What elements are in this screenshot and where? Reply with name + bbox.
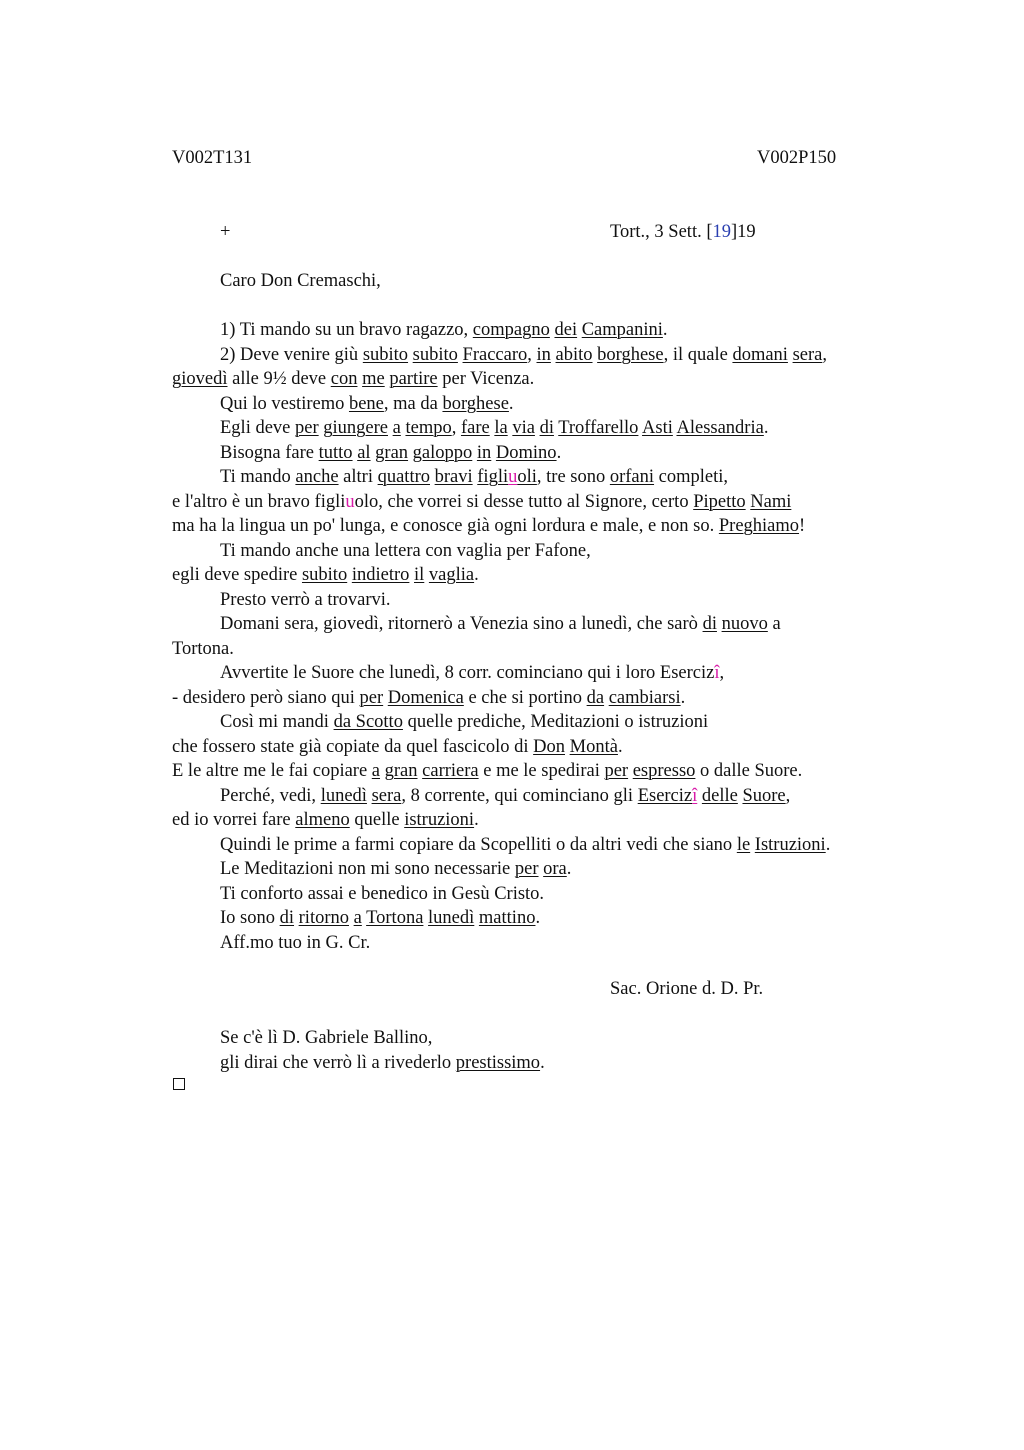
underlined-word: domani bbox=[732, 344, 788, 365]
text-segment: e che si portino bbox=[463, 687, 587, 708]
underlined-word: di bbox=[279, 908, 295, 928]
body-line bbox=[172, 882, 912, 907]
body-line bbox=[172, 465, 912, 490]
body-line bbox=[172, 539, 912, 564]
text-segment: , 8 corrente, qui cominciano gli bbox=[401, 785, 638, 806]
letter-date bbox=[610, 220, 756, 244]
underlined-word: da bbox=[586, 687, 605, 708]
body-line bbox=[172, 588, 912, 613]
underlined-word: tutto bbox=[318, 442, 353, 463]
body-line bbox=[172, 808, 912, 833]
underlined-word: Fraccaro bbox=[462, 344, 528, 365]
underlined-word: Istruzioni bbox=[754, 834, 826, 855]
underlined-word: Nami bbox=[750, 491, 792, 512]
underlined-word: Domino bbox=[495, 442, 557, 463]
underlined-word: delle bbox=[701, 785, 738, 806]
underlined-word: sera bbox=[792, 344, 823, 365]
text-segment: u bbox=[345, 491, 355, 512]
text-segment: completi, bbox=[654, 467, 729, 487]
text-segment: Perché, vedi, bbox=[220, 785, 321, 806]
underlined-word: tempo bbox=[405, 418, 452, 438]
text-segment: egli deve spedire bbox=[172, 565, 302, 585]
salutation: Caro Don Cremaschi, bbox=[220, 271, 381, 291]
text-segment: quelle bbox=[349, 810, 405, 830]
body-line bbox=[172, 759, 912, 784]
document-code-right: V002P150 bbox=[757, 148, 837, 168]
underlined-word: partire bbox=[389, 369, 438, 389]
underlined-word: î bbox=[692, 785, 698, 806]
text-segment: E le altre me le fai copiare bbox=[172, 761, 372, 781]
letter-body bbox=[172, 318, 912, 955]
underlined-word: a bbox=[371, 761, 381, 781]
text-segment: che fossero state già copiate da quel fascicolo di bbox=[172, 736, 534, 757]
text-segment: altri bbox=[338, 467, 378, 487]
text-segment: - desidero però siano qui bbox=[172, 687, 360, 708]
underlined-word: borghese bbox=[597, 344, 664, 365]
underlined-word: da Scotto bbox=[333, 712, 403, 732]
body-line bbox=[172, 563, 912, 588]
text-segment: Avvertite le Suore che lunedì, 8 corr. cominciano qui i loro Eserciz bbox=[220, 663, 715, 683]
text-segment: , bbox=[527, 344, 537, 365]
underlined-word: istruzioni bbox=[404, 810, 475, 830]
underlined-word: lunedì bbox=[428, 908, 475, 928]
signature: Sac. Orione d. D. Pr. bbox=[610, 979, 764, 999]
text-segment: . bbox=[662, 320, 668, 340]
body-line bbox=[172, 392, 912, 417]
date-year-editorial: 19 bbox=[712, 222, 731, 242]
underlined-word: in bbox=[536, 344, 551, 365]
underlined-word: anche bbox=[295, 467, 339, 487]
postscript-underlined-word: prestissimo bbox=[455, 1053, 541, 1073]
text-segment: Aff.mo tuo in G. Cr. bbox=[220, 932, 371, 953]
text-segment: e me le spedirai bbox=[478, 761, 605, 781]
text-segment: 1) Ti mando su un bravo ragazzo, bbox=[220, 320, 473, 340]
underlined-word: a bbox=[392, 418, 401, 438]
body-line bbox=[172, 637, 912, 662]
underlined-word: giovedì bbox=[172, 369, 228, 389]
body-line bbox=[172, 857, 912, 882]
underlined-word: Campanini bbox=[581, 320, 663, 340]
underlined-word: cambiarsi bbox=[608, 687, 681, 708]
text-segment: e l'altro è un bravo figli bbox=[172, 491, 346, 512]
text-segment: Ti mando anche una lettera con vaglia per Fafone, bbox=[220, 540, 591, 561]
text-segment: Qui lo vestiremo bbox=[220, 393, 349, 414]
underlined-word: nuovo bbox=[721, 614, 768, 634]
underlined-word: Preghiamo bbox=[718, 516, 800, 536]
underlined-word: Montà bbox=[569, 736, 618, 757]
text-segment: . bbox=[566, 859, 572, 879]
date-prefix: Tort., 3 Sett. [ bbox=[610, 222, 713, 242]
underlined-word: Tortona bbox=[366, 908, 424, 928]
body-line bbox=[172, 686, 912, 711]
text-segment: , tre sono bbox=[536, 467, 610, 487]
text-segment: Le Meditazioni non mi sono necessarie bbox=[220, 859, 515, 879]
body-line bbox=[172, 931, 912, 956]
body-line bbox=[172, 784, 912, 809]
body-line bbox=[172, 416, 912, 441]
underlined-word: le bbox=[736, 834, 751, 855]
text-segment: . bbox=[763, 418, 769, 438]
body-line bbox=[172, 906, 912, 931]
body-line bbox=[172, 441, 912, 466]
underlined-word: Domenica bbox=[387, 687, 464, 708]
body-line bbox=[172, 833, 912, 858]
underlined-word: vaglia bbox=[428, 565, 475, 585]
text-segment: quelle prediche, Meditazioni o istruzioni bbox=[402, 712, 709, 732]
underlined-word: per bbox=[514, 859, 539, 879]
underlined-word: oli bbox=[517, 467, 537, 487]
text-segment: Quindi le prime a farmi copiare da Scopelliti o da altri vedi che siano bbox=[220, 834, 737, 855]
text-segment: , bbox=[719, 663, 725, 683]
underlined-word: borghese bbox=[442, 393, 509, 414]
text-segment: . bbox=[474, 810, 479, 830]
underlined-word: Alessandria bbox=[676, 418, 764, 438]
body-line bbox=[172, 367, 912, 392]
underlined-word: Troffarello bbox=[558, 418, 639, 438]
body-line bbox=[172, 735, 912, 760]
end-of-document-box-icon bbox=[173, 1078, 185, 1090]
text-segment: . bbox=[825, 834, 831, 855]
text-segment: o dalle Suore. bbox=[695, 761, 803, 781]
underlined-word: per bbox=[604, 761, 629, 781]
text-segment: Domani sera, giovedì, ritornerò a Venezia sino a lunedì, che sarò bbox=[220, 614, 703, 634]
body-line bbox=[172, 490, 912, 515]
underlined-word: il bbox=[414, 565, 425, 585]
text-segment: , bbox=[451, 418, 461, 438]
text-segment: . bbox=[617, 736, 623, 757]
text-segment: a bbox=[767, 614, 781, 634]
text-segment: 2) Deve venire giù bbox=[220, 344, 363, 365]
text-segment: alle 9½ deve bbox=[227, 369, 331, 389]
text-segment: Ti conforto assai e benedico in Gesù Cristo. bbox=[220, 883, 545, 904]
underlined-word: per bbox=[295, 418, 319, 438]
underlined-word: per bbox=[359, 687, 384, 708]
underlined-word: gran bbox=[375, 442, 409, 463]
underlined-word: compagno bbox=[472, 320, 550, 340]
underlined-word: in bbox=[476, 442, 492, 463]
underlined-word: almeno bbox=[295, 810, 350, 830]
underlined-word: indietro bbox=[351, 565, 410, 585]
body-line bbox=[172, 318, 912, 343]
underlined-word: espresso bbox=[632, 761, 696, 781]
postscript-punctuation: . bbox=[540, 1053, 545, 1073]
text-segment: per Vicenza. bbox=[437, 369, 535, 389]
text-segment: . bbox=[680, 687, 686, 708]
underlined-word: subito bbox=[362, 344, 409, 365]
postscript-line-2 bbox=[220, 1051, 545, 1075]
body-line bbox=[172, 710, 912, 735]
cross-mark: + bbox=[220, 222, 231, 242]
underlined-word: abito bbox=[555, 344, 593, 365]
underlined-word: dei bbox=[554, 320, 578, 340]
text-segment: , il quale bbox=[663, 344, 733, 365]
underlined-word: gran bbox=[384, 761, 418, 781]
underlined-word: di bbox=[702, 614, 717, 634]
body-line bbox=[172, 661, 912, 686]
underlined-word: carriera bbox=[422, 761, 479, 781]
date-suffix: ]19 bbox=[731, 222, 756, 242]
underlined-word: subito bbox=[412, 344, 458, 365]
text-segment: . bbox=[556, 442, 562, 463]
underlined-word: Pipetto bbox=[693, 491, 746, 512]
underlined-word: Eserciz bbox=[637, 785, 693, 806]
text-segment: , ma da bbox=[383, 393, 443, 414]
underlined-word: quattro bbox=[377, 467, 430, 487]
text-segment: olo, che vorrei si desse tutto al Signore, certo bbox=[354, 491, 694, 512]
text-segment: ed io vorrei fare bbox=[172, 810, 296, 830]
underlined-word: Don bbox=[533, 736, 565, 757]
underlined-word: lunedì bbox=[320, 785, 367, 806]
underlined-word: bravi bbox=[434, 467, 473, 487]
underlined-word: galoppo bbox=[412, 442, 473, 463]
text-segment: , bbox=[822, 344, 827, 365]
body-line bbox=[172, 343, 912, 368]
underlined-word: ritorno bbox=[298, 908, 349, 928]
underlined-word: bene bbox=[348, 393, 384, 414]
text-segment: . bbox=[474, 565, 479, 585]
underlined-word: a bbox=[353, 908, 362, 928]
underlined-word: Suore bbox=[742, 785, 786, 806]
underlined-word: di bbox=[539, 418, 554, 438]
text-segment: Presto verrò a trovarvi. bbox=[220, 589, 391, 610]
underlined-word: fare bbox=[460, 418, 490, 438]
text-segment: . bbox=[535, 908, 541, 928]
underlined-word: Asti bbox=[642, 418, 673, 438]
text-segment: ! bbox=[799, 516, 806, 536]
underlined-word: giungere bbox=[323, 418, 388, 438]
body-line bbox=[172, 612, 912, 637]
underlined-word: orfani bbox=[609, 467, 655, 487]
body-line bbox=[172, 514, 912, 539]
text-segment: Io sono bbox=[220, 908, 280, 928]
text-segment: Ti mando bbox=[220, 467, 296, 487]
underlined-word: via bbox=[512, 418, 535, 438]
text-segment: Bisogna fare bbox=[220, 442, 319, 463]
text-segment: Così mi mandi bbox=[220, 712, 334, 732]
text-segment: ma ha la lingua un po' lunga, e conosce già ogni lordura e male, e non so. bbox=[172, 516, 719, 536]
postscript-line-1: Se c'è lì D. Gabriele Ballino, bbox=[220, 1028, 433, 1048]
underlined-word: sera bbox=[371, 785, 402, 806]
underlined-word: al bbox=[357, 442, 371, 463]
document-code-left: V002T131 bbox=[172, 148, 253, 168]
underlined-word: subito bbox=[301, 565, 348, 585]
underlined-word: mattino bbox=[478, 908, 536, 928]
underlined-word: ora bbox=[543, 859, 567, 879]
underlined-word: u bbox=[508, 467, 518, 487]
underlined-word: me bbox=[362, 369, 385, 389]
text-segment: Tortona. bbox=[172, 638, 234, 659]
text-segment: î bbox=[714, 663, 720, 683]
postscript-text: gli dirai che verrò lì a rivederlo bbox=[220, 1053, 456, 1073]
text-segment: Egli deve bbox=[220, 418, 296, 438]
underlined-word: la bbox=[494, 418, 508, 438]
underlined-word: con bbox=[330, 369, 358, 389]
text-segment: , bbox=[785, 785, 791, 806]
underlined-word: figli bbox=[477, 467, 509, 487]
text-segment: . bbox=[508, 393, 514, 414]
